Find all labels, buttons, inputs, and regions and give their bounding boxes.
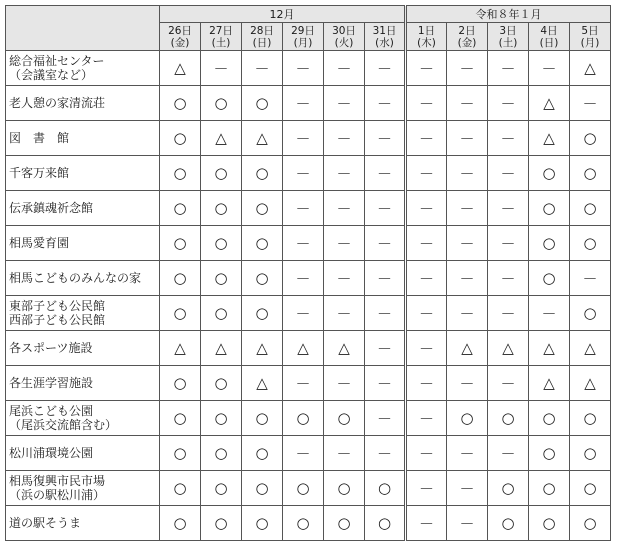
day-header	[283, 23, 324, 51]
status-cell: －	[447, 156, 488, 191]
status-cell: ○	[570, 226, 611, 261]
weekday: (木)	[417, 36, 436, 49]
status-cell: ○	[201, 506, 242, 541]
status-cell: ○	[160, 261, 201, 296]
table-row	[6, 401, 611, 436]
facility-name-line: 老人憩の家清流荘	[9, 96, 106, 110]
weekday: (土)	[498, 36, 518, 49]
status-cell: △	[570, 51, 611, 86]
status-cell: －	[447, 191, 488, 226]
status-cell: ○	[160, 366, 201, 401]
facility-name-line: 図 書 館	[9, 131, 70, 145]
status-cell: －	[365, 366, 406, 401]
month-header-december: 12月	[160, 6, 406, 23]
status-cell: ○	[488, 471, 529, 506]
status-cell: －	[488, 51, 529, 86]
status-cell: －	[447, 296, 488, 331]
weekday: (水)	[375, 36, 394, 49]
weekday: (日)	[252, 36, 272, 49]
status-cell: ○	[365, 471, 406, 506]
status-cell: ○	[201, 191, 242, 226]
day-number: 2日	[458, 24, 476, 37]
status-cell: ○	[201, 86, 242, 121]
status-cell: －	[447, 51, 488, 86]
status-cell: －	[283, 366, 324, 401]
status-cell: －	[324, 296, 365, 331]
facility-name	[6, 401, 160, 436]
status-cell: －	[365, 261, 406, 296]
status-cell: ○	[324, 471, 365, 506]
table-row	[6, 436, 611, 471]
status-cell: －	[283, 261, 324, 296]
status-cell: ○	[242, 506, 283, 541]
table-row	[6, 296, 611, 331]
status-cell: △	[242, 366, 283, 401]
status-cell: －	[570, 86, 611, 121]
status-cell: △	[324, 331, 365, 366]
day-number: 31日	[372, 24, 397, 37]
day-number: 30日	[332, 24, 356, 37]
status-cell: －	[488, 261, 529, 296]
facility-name	[6, 51, 160, 86]
facility-name-line: 相馬復興市民市場	[9, 474, 106, 488]
status-cell: －	[406, 471, 447, 506]
status-cell: ○	[529, 436, 570, 471]
facility-name	[6, 226, 160, 261]
status-cell: ○	[570, 471, 611, 506]
status-cell: △	[570, 366, 611, 401]
day-header	[242, 23, 283, 51]
day-header	[406, 23, 447, 51]
weekday: (日)	[539, 36, 559, 49]
facility-name-line: （尾浜交流館含む）	[9, 418, 118, 432]
status-cell: △	[160, 51, 201, 86]
facility-name-line: 相馬愛育園	[9, 236, 70, 250]
facility-name-line: 各スポーツ施設	[9, 341, 93, 355]
status-cell: △	[160, 331, 201, 366]
status-cell: ○	[201, 366, 242, 401]
schedule-table-container	[5, 5, 611, 541]
status-cell: －	[283, 191, 324, 226]
status-cell: －	[365, 296, 406, 331]
status-cell: △	[529, 121, 570, 156]
status-cell: ○	[283, 401, 324, 436]
month-header-january: 令和８年１月	[406, 6, 611, 23]
table-row	[6, 366, 611, 401]
facility-name	[6, 86, 160, 121]
status-cell: －	[365, 121, 406, 156]
status-cell: ○	[488, 506, 529, 541]
day-number: 3日	[499, 24, 517, 37]
facility-name-line: 各生涯学習施設	[9, 376, 94, 390]
status-cell: △	[447, 331, 488, 366]
facility-name-line: 道の駅そうま	[9, 516, 82, 530]
status-cell: －	[365, 86, 406, 121]
day-number: 26日	[168, 24, 192, 37]
status-cell: －	[406, 366, 447, 401]
status-cell: －	[365, 401, 406, 436]
status-cell: －	[447, 366, 488, 401]
table-row	[6, 506, 611, 541]
status-cell: ○	[242, 86, 283, 121]
facility-name-line: （会議室など）	[9, 68, 94, 82]
facility-name	[6, 156, 160, 191]
status-cell: －	[406, 226, 447, 261]
status-cell: －	[365, 191, 406, 226]
status-cell: ○	[529, 156, 570, 191]
weekday: (月)	[580, 36, 600, 49]
status-cell: －	[447, 436, 488, 471]
status-cell: ○	[242, 226, 283, 261]
table-row	[6, 86, 611, 121]
status-cell: ○	[242, 191, 283, 226]
weekday: (金)	[457, 36, 477, 49]
facility-name-line: 総合福祉センター	[9, 54, 105, 68]
day-number: 29日	[291, 24, 315, 37]
day-header	[201, 23, 242, 51]
status-cell: ○	[283, 506, 324, 541]
facility-name-line: 千客万来館	[9, 166, 70, 180]
status-cell: ○	[570, 401, 611, 436]
status-cell: －	[488, 191, 529, 226]
status-cell: ○	[529, 226, 570, 261]
status-cell: －	[365, 51, 406, 86]
day-header	[570, 23, 611, 51]
status-cell: －	[242, 51, 283, 86]
status-cell: ○	[242, 436, 283, 471]
status-cell: ○	[160, 296, 201, 331]
status-cell: －	[488, 366, 529, 401]
status-cell: ○	[570, 436, 611, 471]
status-cell: ○	[570, 156, 611, 191]
facility-name	[6, 261, 160, 296]
status-cell: －	[324, 86, 365, 121]
table-row	[6, 261, 611, 296]
status-cell: ○	[201, 436, 242, 471]
status-cell: －	[529, 51, 570, 86]
status-cell: －	[324, 261, 365, 296]
status-cell: －	[283, 296, 324, 331]
status-cell: △	[201, 121, 242, 156]
facility-name	[6, 121, 160, 156]
status-cell: －	[447, 121, 488, 156]
status-cell: －	[324, 191, 365, 226]
facility-name	[6, 366, 160, 401]
status-cell: ○	[242, 296, 283, 331]
status-cell: －	[488, 86, 529, 121]
status-cell: ○	[242, 401, 283, 436]
facility-name-line: 東部子ども公民館	[9, 299, 106, 313]
facility-name	[6, 506, 160, 541]
weekday: (金)	[170, 36, 190, 49]
status-cell: ○	[160, 86, 201, 121]
status-cell: －	[283, 156, 324, 191]
status-cell: －	[283, 86, 324, 121]
status-cell: －	[447, 506, 488, 541]
status-cell: ○	[570, 191, 611, 226]
day-header	[160, 23, 201, 51]
facility-name	[6, 191, 160, 226]
status-cell: ○	[160, 506, 201, 541]
status-cell: ○	[283, 471, 324, 506]
status-cell: －	[447, 86, 488, 121]
status-cell: △	[283, 331, 324, 366]
status-cell: －	[365, 436, 406, 471]
status-cell: －	[324, 156, 365, 191]
status-cell: －	[488, 226, 529, 261]
status-cell: －	[406, 296, 447, 331]
facility-name	[6, 471, 160, 506]
status-cell: －	[324, 51, 365, 86]
table-row	[6, 471, 611, 506]
status-cell: △	[201, 331, 242, 366]
status-cell: －	[283, 436, 324, 471]
day-number: 4日	[540, 24, 558, 37]
status-cell: －	[365, 331, 406, 366]
status-cell: ○	[242, 156, 283, 191]
status-cell: －	[447, 261, 488, 296]
status-cell: －	[447, 471, 488, 506]
facility-name-line: （浜の駅松川浦）	[9, 488, 106, 502]
day-header	[488, 23, 529, 51]
day-number: 28日	[250, 24, 274, 37]
status-cell: ○	[570, 296, 611, 331]
day-number: 27日	[209, 24, 233, 37]
status-cell: △	[529, 366, 570, 401]
status-cell: －	[406, 156, 447, 191]
weekday: (月)	[293, 36, 313, 49]
table-row	[6, 226, 611, 261]
status-cell: ○	[160, 156, 201, 191]
status-cell: －	[570, 261, 611, 296]
status-cell: －	[406, 506, 447, 541]
status-cell: －	[406, 86, 447, 121]
status-cell: －	[406, 331, 447, 366]
day-header	[365, 23, 406, 51]
status-cell: －	[529, 296, 570, 331]
status-cell: －	[283, 51, 324, 86]
status-cell: －	[283, 226, 324, 261]
day-number: 1日	[417, 24, 436, 37]
status-cell: －	[406, 191, 447, 226]
status-cell: ○	[160, 121, 201, 156]
status-cell: △	[529, 331, 570, 366]
status-cell: ○	[529, 471, 570, 506]
status-cell: －	[488, 121, 529, 156]
status-cell: ○	[160, 191, 201, 226]
status-cell: ○	[242, 261, 283, 296]
status-cell: ○	[529, 191, 570, 226]
table-row	[6, 156, 611, 191]
status-cell: －	[447, 226, 488, 261]
status-cell: －	[324, 366, 365, 401]
table-row	[6, 331, 611, 366]
status-cell: ○	[324, 506, 365, 541]
status-cell: ○	[160, 401, 201, 436]
status-cell: －	[324, 121, 365, 156]
day-header	[324, 23, 365, 51]
day-header	[529, 23, 570, 51]
status-cell: ○	[201, 401, 242, 436]
facility-name-line: 伝承鎮魂祈念館	[9, 201, 94, 215]
weekday: (火)	[334, 36, 354, 49]
status-cell: ○	[324, 401, 365, 436]
status-cell: △	[488, 331, 529, 366]
status-cell: －	[324, 226, 365, 261]
status-cell: －	[488, 156, 529, 191]
status-cell: －	[283, 121, 324, 156]
status-cell: ○	[160, 436, 201, 471]
status-cell: ○	[201, 156, 242, 191]
status-cell: ○	[201, 226, 242, 261]
status-cell: ○	[488, 401, 529, 436]
holiday-schedule-table	[5, 5, 611, 541]
status-cell: －	[488, 436, 529, 471]
facility-name	[6, 436, 160, 471]
corner-cell	[6, 6, 160, 51]
status-cell: －	[406, 51, 447, 86]
status-cell: －	[365, 156, 406, 191]
status-cell: ○	[529, 261, 570, 296]
status-cell: －	[406, 121, 447, 156]
status-cell: ○	[201, 296, 242, 331]
day-header	[447, 23, 488, 51]
day-number: 5日	[581, 24, 599, 37]
status-cell: △	[529, 86, 570, 121]
status-cell: ○	[447, 401, 488, 436]
status-cell: ○	[529, 506, 570, 541]
status-cell: △	[570, 331, 611, 366]
status-cell: ○	[160, 471, 201, 506]
facility-name-line: 西部子ども公民館	[9, 313, 106, 327]
status-cell: ○	[160, 226, 201, 261]
status-cell: －	[406, 436, 447, 471]
status-cell: －	[406, 401, 447, 436]
weekday: (土)	[211, 36, 231, 49]
facility-name-line: 相馬こどものみんなの家	[9, 271, 142, 285]
status-cell: －	[201, 51, 242, 86]
status-cell: ○	[201, 471, 242, 506]
table-row	[6, 191, 611, 226]
status-cell: ○	[570, 506, 611, 541]
facility-name	[6, 331, 160, 366]
table-row	[6, 51, 611, 86]
status-cell: －	[324, 436, 365, 471]
table-row	[6, 121, 611, 156]
status-cell: △	[242, 121, 283, 156]
facility-name	[6, 296, 160, 331]
status-cell: －	[365, 226, 406, 261]
status-cell: △	[242, 331, 283, 366]
status-cell: －	[406, 261, 447, 296]
status-cell: ○	[365, 506, 406, 541]
status-cell: ○	[570, 121, 611, 156]
facility-name-line: 松川浦環境公園	[9, 446, 94, 460]
facility-name-line: 尾浜こども公園	[9, 404, 94, 418]
status-cell: ○	[529, 401, 570, 436]
status-cell: －	[488, 296, 529, 331]
status-cell: ○	[242, 471, 283, 506]
status-cell: ○	[201, 261, 242, 296]
